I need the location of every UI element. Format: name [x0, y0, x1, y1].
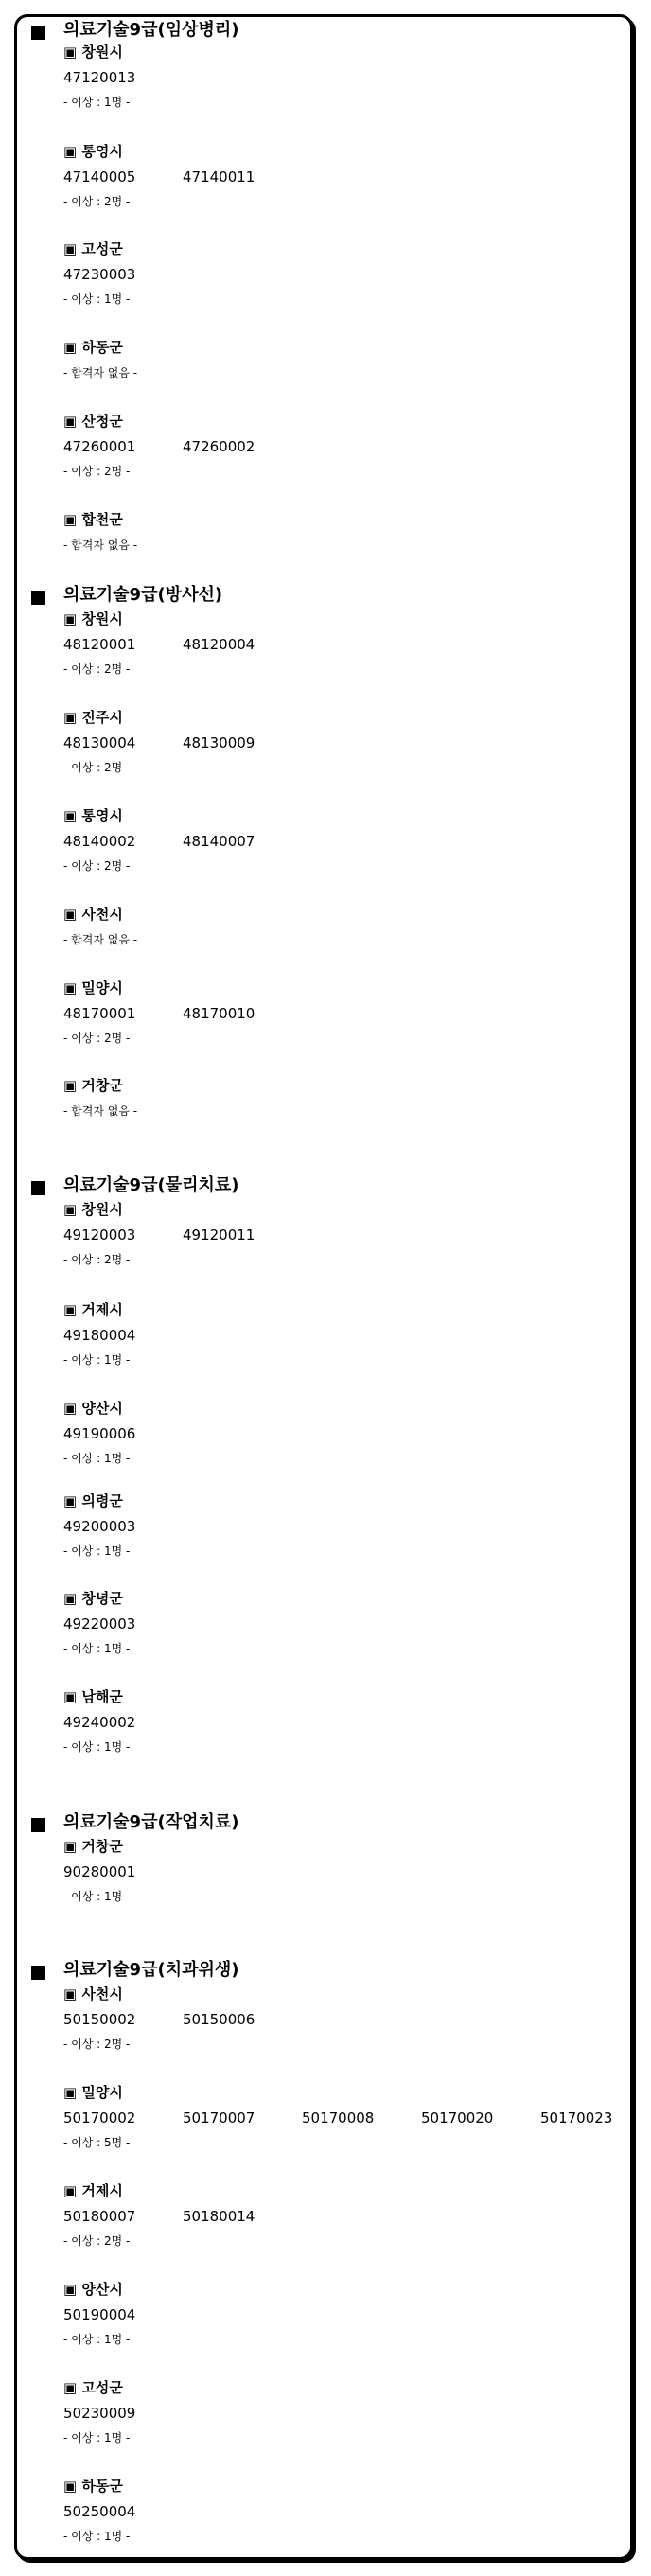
exam-number: 49200003 [63, 1518, 136, 1535]
exam-number: 50170020 [421, 2109, 494, 2126]
section-bullet-icon [31, 1966, 45, 1980]
square-bullet-icon: ▣ [63, 1301, 82, 1318]
region-name: 창녕군 [81, 1590, 123, 1607]
region-name: 진주시 [81, 709, 123, 726]
pass-count-note: - 이상 : 1명 - [63, 96, 131, 109]
square-bullet-icon: ▣ [63, 511, 82, 528]
square-bullet-icon: ▣ [63, 240, 82, 257]
exam-number: 48140002 [63, 833, 136, 850]
region-name: 하동군 [81, 2478, 123, 2495]
exam-number: 48170010 [183, 1005, 255, 1022]
region-heading [63, 1079, 123, 1093]
document-frame [14, 14, 633, 2560]
region-name: 산청군 [81, 413, 123, 430]
pass-count-note: - 이상 : 2명 - [63, 1253, 131, 1266]
exam-number: 48130009 [183, 734, 255, 751]
square-bullet-icon: ▣ [63, 2478, 82, 2495]
region-heading [63, 1203, 123, 1217]
section-title: 의료기술9급(임상병리) [63, 20, 239, 40]
pass-count-note: - 합격자 없음 - [63, 1104, 138, 1118]
region-name: 거제시 [81, 2182, 123, 2199]
pass-count-note: - 이상 : 2명 - [63, 465, 131, 478]
pass-count-note: - 이상 : 2명 - [63, 195, 131, 208]
exam-number: 50170008 [302, 2109, 375, 2126]
pass-count-note: - 합격자 없음 - [63, 366, 138, 379]
exam-number: 90280001 [63, 1863, 136, 1880]
exam-number: 47230003 [63, 266, 136, 283]
region-name: 사천시 [81, 906, 123, 923]
square-bullet-icon: ▣ [63, 1985, 82, 2003]
section-title: 의료기술9급(방사선) [63, 585, 223, 605]
region-name: 양산시 [81, 2281, 123, 2298]
exam-number: 47140011 [183, 168, 255, 185]
region-heading [63, 2184, 123, 2198]
exam-number: 50170023 [540, 2109, 613, 2126]
exam-number: 49120011 [183, 1226, 255, 1244]
exam-number: 48120004 [183, 636, 255, 653]
exam-number: 50170002 [63, 2109, 136, 2126]
exam-number: 50150002 [63, 2011, 136, 2028]
region-heading [63, 1987, 123, 2002]
exam-number: 47120013 [63, 69, 136, 86]
section-title: 의료기술9급(작업치료) [63, 1812, 239, 1832]
region-heading [63, 1494, 123, 1509]
region-heading [63, 415, 123, 429]
square-bullet-icon: ▣ [63, 2281, 82, 2298]
region-heading [63, 2479, 123, 2494]
region-name: 통영시 [81, 807, 123, 824]
pass-count-note: - 이상 : 2명 - [63, 859, 131, 873]
region-heading [63, 908, 123, 922]
region-heading [63, 1840, 123, 1854]
pass-count-note: - 합격자 없음 - [63, 933, 138, 946]
exam-number: 49190006 [63, 1425, 136, 1442]
exam-number: 47140005 [63, 168, 136, 185]
pass-count-note: - 이상 : 1명 - [63, 2530, 131, 2543]
pass-count-note: - 이상 : 2명 - [63, 1032, 131, 1045]
pass-count-note: - 이상 : 1명 - [63, 1544, 131, 1558]
exam-number: 50170007 [183, 2109, 255, 2126]
region-heading [63, 513, 123, 527]
pass-count-note: - 이상 : 1명 - [63, 2333, 131, 2346]
region-heading [63, 242, 123, 256]
square-bullet-icon: ▣ [63, 906, 82, 923]
region-heading [63, 711, 123, 725]
region-heading [63, 1690, 123, 1704]
square-bullet-icon: ▣ [63, 1688, 82, 1705]
square-bullet-icon: ▣ [63, 1400, 82, 1417]
exam-number: 50180007 [63, 2208, 136, 2225]
square-bullet-icon: ▣ [63, 413, 82, 430]
section-title: 의료기술9급(치과위생) [63, 1960, 239, 1980]
exam-number: 47260001 [63, 438, 136, 455]
region-name: 사천시 [81, 1985, 123, 2003]
exam-number: 50250004 [63, 2503, 136, 2520]
square-bullet-icon: ▣ [63, 610, 82, 627]
region-name: 거제시 [81, 1301, 123, 1318]
region-name: 고성군 [81, 2379, 123, 2396]
exam-number: 48120001 [63, 636, 136, 653]
region-heading [63, 1402, 123, 1416]
region-name: 하동군 [81, 339, 123, 356]
pass-count-note: - 이상 : 1명 - [63, 1642, 131, 1655]
region-name: 거창군 [81, 1077, 123, 1094]
exam-number: 50230009 [63, 2405, 136, 2422]
section-bullet-icon [31, 1818, 45, 1832]
region-heading [63, 2381, 123, 2395]
square-bullet-icon: ▣ [63, 1201, 82, 1218]
region-heading [63, 612, 123, 626]
pass-count-note: - 이상 : 1명 - [63, 1353, 131, 1367]
square-bullet-icon: ▣ [63, 143, 82, 160]
square-bullet-icon: ▣ [63, 1838, 82, 1855]
exam-number: 47260002 [183, 438, 255, 455]
section-bullet-icon [31, 26, 45, 40]
square-bullet-icon: ▣ [63, 807, 82, 824]
section-title: 의료기술9급(물리치료) [63, 1175, 239, 1195]
exam-number: 49180004 [63, 1327, 136, 1344]
pass-count-note: - 이상 : 2명 - [63, 2234, 131, 2248]
region-heading [63, 145, 123, 159]
pass-count-note: - 이상 : 1명 - [63, 1452, 131, 1465]
square-bullet-icon: ▣ [63, 2182, 82, 2199]
pass-count-note: - 이상 : 2명 - [63, 662, 131, 676]
square-bullet-icon: ▣ [63, 339, 82, 356]
section-bullet-icon [31, 1181, 45, 1195]
region-name: 고성군 [81, 240, 123, 257]
exam-number: 50190004 [63, 2306, 136, 2323]
exam-number: 49240002 [63, 1714, 136, 1731]
region-name: 거창군 [81, 1838, 123, 1855]
pass-count-note: - 이상 : 1명 - [63, 2431, 131, 2444]
pass-count-note: - 이상 : 1명 - [63, 1740, 131, 1754]
region-name: 창원시 [81, 44, 123, 61]
square-bullet-icon: ▣ [63, 2084, 82, 2101]
region-heading [63, 341, 123, 355]
square-bullet-icon: ▣ [63, 709, 82, 726]
region-heading [63, 809, 123, 823]
pass-count-note: - 이상 : 5명 - [63, 2136, 131, 2149]
square-bullet-icon: ▣ [63, 44, 82, 61]
exam-number: 48130004 [63, 734, 136, 751]
region-heading [63, 981, 123, 996]
region-name: 밀양시 [81, 979, 123, 997]
pass-count-note: - 이상 : 2명 - [63, 2038, 131, 2051]
region-heading [63, 1592, 123, 1606]
region-heading [63, 2283, 123, 2297]
region-name: 의령군 [81, 1492, 123, 1509]
region-name: 합천군 [81, 511, 123, 528]
region-name: 통영시 [81, 143, 123, 160]
pass-count-note: - 이상 : 1명 - [63, 292, 131, 306]
square-bullet-icon: ▣ [63, 979, 82, 997]
region-heading [63, 2086, 123, 2100]
square-bullet-icon: ▣ [63, 1590, 82, 1607]
region-name: 창원시 [81, 610, 123, 627]
square-bullet-icon: ▣ [63, 1492, 82, 1509]
exam-number: 48170001 [63, 1005, 136, 1022]
square-bullet-icon: ▣ [63, 1077, 82, 1094]
region-heading [63, 45, 123, 60]
exam-number: 50150006 [183, 2011, 255, 2028]
exam-number: 49120003 [63, 1226, 136, 1244]
pass-count-note: - 이상 : 2명 - [63, 761, 131, 774]
pass-count-note: - 합격자 없음 - [63, 538, 138, 552]
region-name: 남해군 [81, 1688, 123, 1705]
square-bullet-icon: ▣ [63, 2379, 82, 2396]
region-name: 창원시 [81, 1201, 123, 1218]
region-heading [63, 1303, 123, 1317]
exam-number: 49220003 [63, 1615, 136, 1632]
exam-number: 48140007 [183, 833, 255, 850]
section-bullet-icon [31, 591, 45, 605]
exam-number: 50180014 [183, 2208, 255, 2225]
region-name: 밀양시 [81, 2084, 123, 2101]
region-name: 양산시 [81, 1400, 123, 1417]
pass-count-note: - 이상 : 1명 - [63, 1890, 131, 1903]
